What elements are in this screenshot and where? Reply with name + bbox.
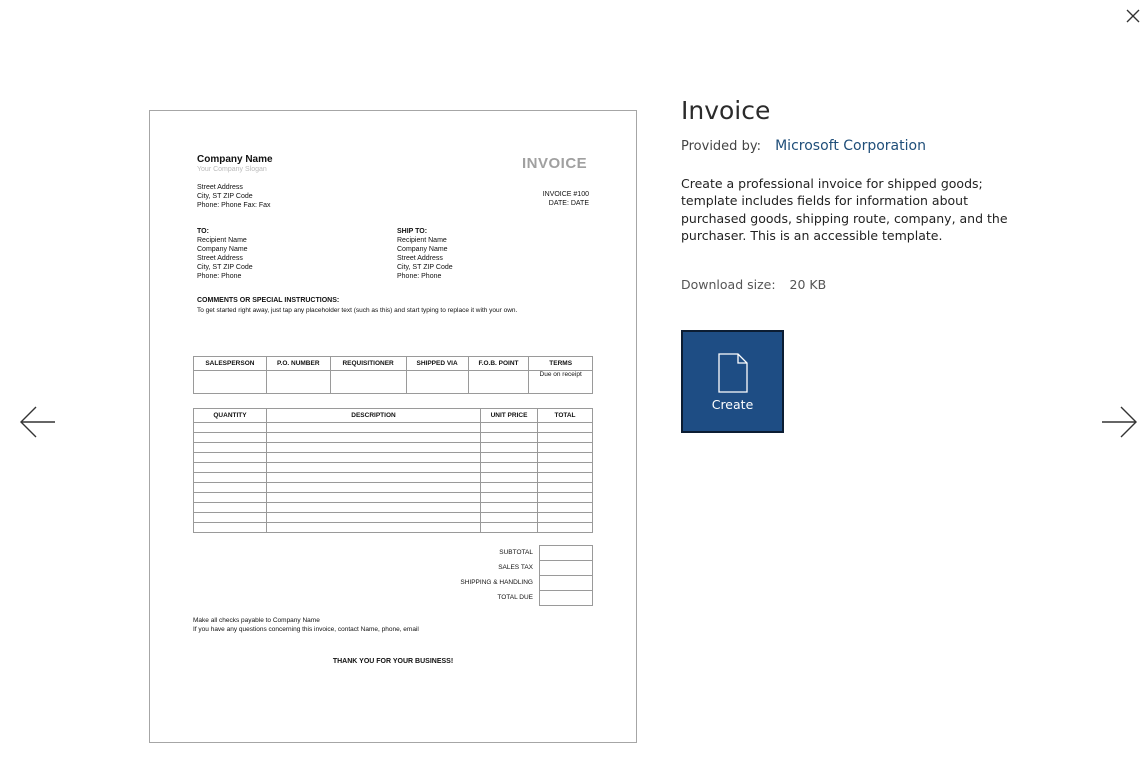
order-table-cell — [406, 371, 468, 394]
order-table-header: F.O.B. POINT — [468, 357, 529, 371]
preview-company-name: Company Name — [197, 154, 273, 165]
footer-line: Make all checks payable to Company Name — [193, 617, 320, 624]
table-row — [194, 473, 593, 483]
table-row — [194, 483, 593, 493]
download-size-value: 20 KB — [789, 276, 827, 292]
summary-row — [193, 590, 593, 605]
ship-to-line: City, ST ZIP Code — [397, 264, 453, 271]
order-table-cell — [330, 371, 406, 394]
preview-thanks: THANK YOU FOR YOUR BUSINESS! — [332, 658, 454, 665]
table-row — [194, 503, 593, 513]
preview-invoice-meta — [543, 190, 589, 208]
table-row — [194, 423, 593, 433]
to-line: Recipient Name — [197, 237, 247, 244]
template-details — [681, 95, 1026, 292]
order-table-header: SALESPERSON — [194, 357, 267, 371]
document-icon — [716, 353, 750, 393]
preview-footer-notes — [193, 616, 419, 634]
next-template-button[interactable] — [1100, 405, 1138, 439]
summary-row — [193, 575, 593, 590]
preview-summary — [193, 545, 593, 605]
create-button-label: Create — [711, 397, 754, 412]
summary-box — [539, 545, 593, 560]
arrow-left-icon — [19, 405, 57, 439]
previous-template-button[interactable] — [19, 405, 57, 439]
order-table-cell — [468, 371, 529, 394]
summary-label: SALES TAX — [498, 564, 533, 571]
summary-row — [193, 560, 593, 575]
items-table-header: TOTAL — [538, 409, 593, 423]
preview-items-table — [193, 408, 593, 533]
ship-to-line: Company Name — [397, 246, 448, 253]
order-table-header: REQUISITIONER — [330, 357, 406, 371]
items-table-header: UNIT PRICE — [481, 409, 538, 423]
order-table-header: TERMS — [529, 357, 593, 371]
to-line: Street Address — [197, 255, 243, 262]
table-row — [194, 513, 593, 523]
summary-label: TOTAL DUE — [497, 594, 533, 601]
order-table-header: P.O. NUMBER — [266, 357, 330, 371]
summary-box — [539, 560, 593, 575]
ship-to-line: Phone: Phone — [397, 273, 442, 280]
table-row — [194, 493, 593, 503]
preview-company-address — [197, 183, 271, 210]
summary-box — [539, 575, 593, 590]
summary-label: SHIPPING & HANDLING — [460, 579, 533, 586]
address-line: Street Address — [197, 184, 243, 191]
summary-label: SUBTOTAL — [499, 549, 533, 556]
preview-slogan: Your Company Slogan — [197, 166, 267, 173]
order-table-header: SHIPPED VIA — [406, 357, 468, 371]
template-description: Create a professional invoice for shipped goods; template includes fields for information about purchased goods, shipping route, company, and the purchaser. This is an accessible template. — [681, 176, 1008, 244]
table-row — [194, 463, 593, 473]
footer-line: If you have any questions concerning this invoice, contact Name, phone, email — [193, 626, 419, 633]
ship-to-line: Street Address — [397, 255, 443, 262]
summary-row — [193, 545, 593, 560]
items-table-header: DESCRIPTION — [267, 409, 481, 423]
provided-by-label: Provided by: — [681, 139, 761, 154]
arrow-right-icon — [1100, 405, 1138, 439]
provider-line — [681, 138, 1026, 154]
order-table-cell-terms: Due on receipt — [529, 371, 593, 394]
summary-box — [539, 590, 593, 606]
invoice-number: INVOICE #100 — [542, 191, 589, 198]
preview-to-block — [197, 227, 253, 281]
ship-to-heading: SHIP TO: — [397, 228, 428, 235]
preview-invoice-title: INVOICE — [522, 155, 588, 172]
address-line: City, ST ZIP Code — [197, 193, 253, 200]
template-preview — [149, 110, 637, 743]
to-heading: TO: — [197, 228, 209, 235]
template-title: Invoice — [681, 96, 771, 125]
items-table-header: QUANTITY — [194, 409, 267, 423]
to-line: City, ST ZIP Code — [197, 264, 253, 271]
close-button[interactable] — [1123, 6, 1140, 26]
invoice-date: DATE: DATE — [548, 200, 589, 207]
download-size-line — [681, 277, 1026, 292]
ship-to-line: Recipient Name — [397, 237, 447, 244]
to-line: Phone: Phone — [197, 273, 242, 280]
address-line: Phone: Phone Fax: Fax — [197, 202, 271, 209]
provider-link[interactable]: Microsoft Corporation — [775, 138, 926, 154]
order-table-cell — [266, 371, 330, 394]
table-row — [194, 453, 593, 463]
preview-order-table — [193, 356, 593, 394]
preview-comments-text: To get started right away, just tap any placeholder text (such as this) and start typing to replace it with your own. — [197, 307, 518, 314]
order-table-cell — [194, 371, 267, 394]
create-button[interactable] — [681, 330, 784, 433]
table-row — [194, 443, 593, 453]
download-size-label: Download size: — [681, 276, 776, 292]
to-line: Company Name — [197, 246, 248, 253]
preview-comments-heading: COMMENTS OR SPECIAL INSTRUCTIONS: — [197, 297, 340, 304]
close-icon — [1123, 6, 1140, 26]
table-row — [194, 523, 593, 533]
table-row — [194, 433, 593, 443]
preview-ship-to-block — [397, 227, 453, 281]
